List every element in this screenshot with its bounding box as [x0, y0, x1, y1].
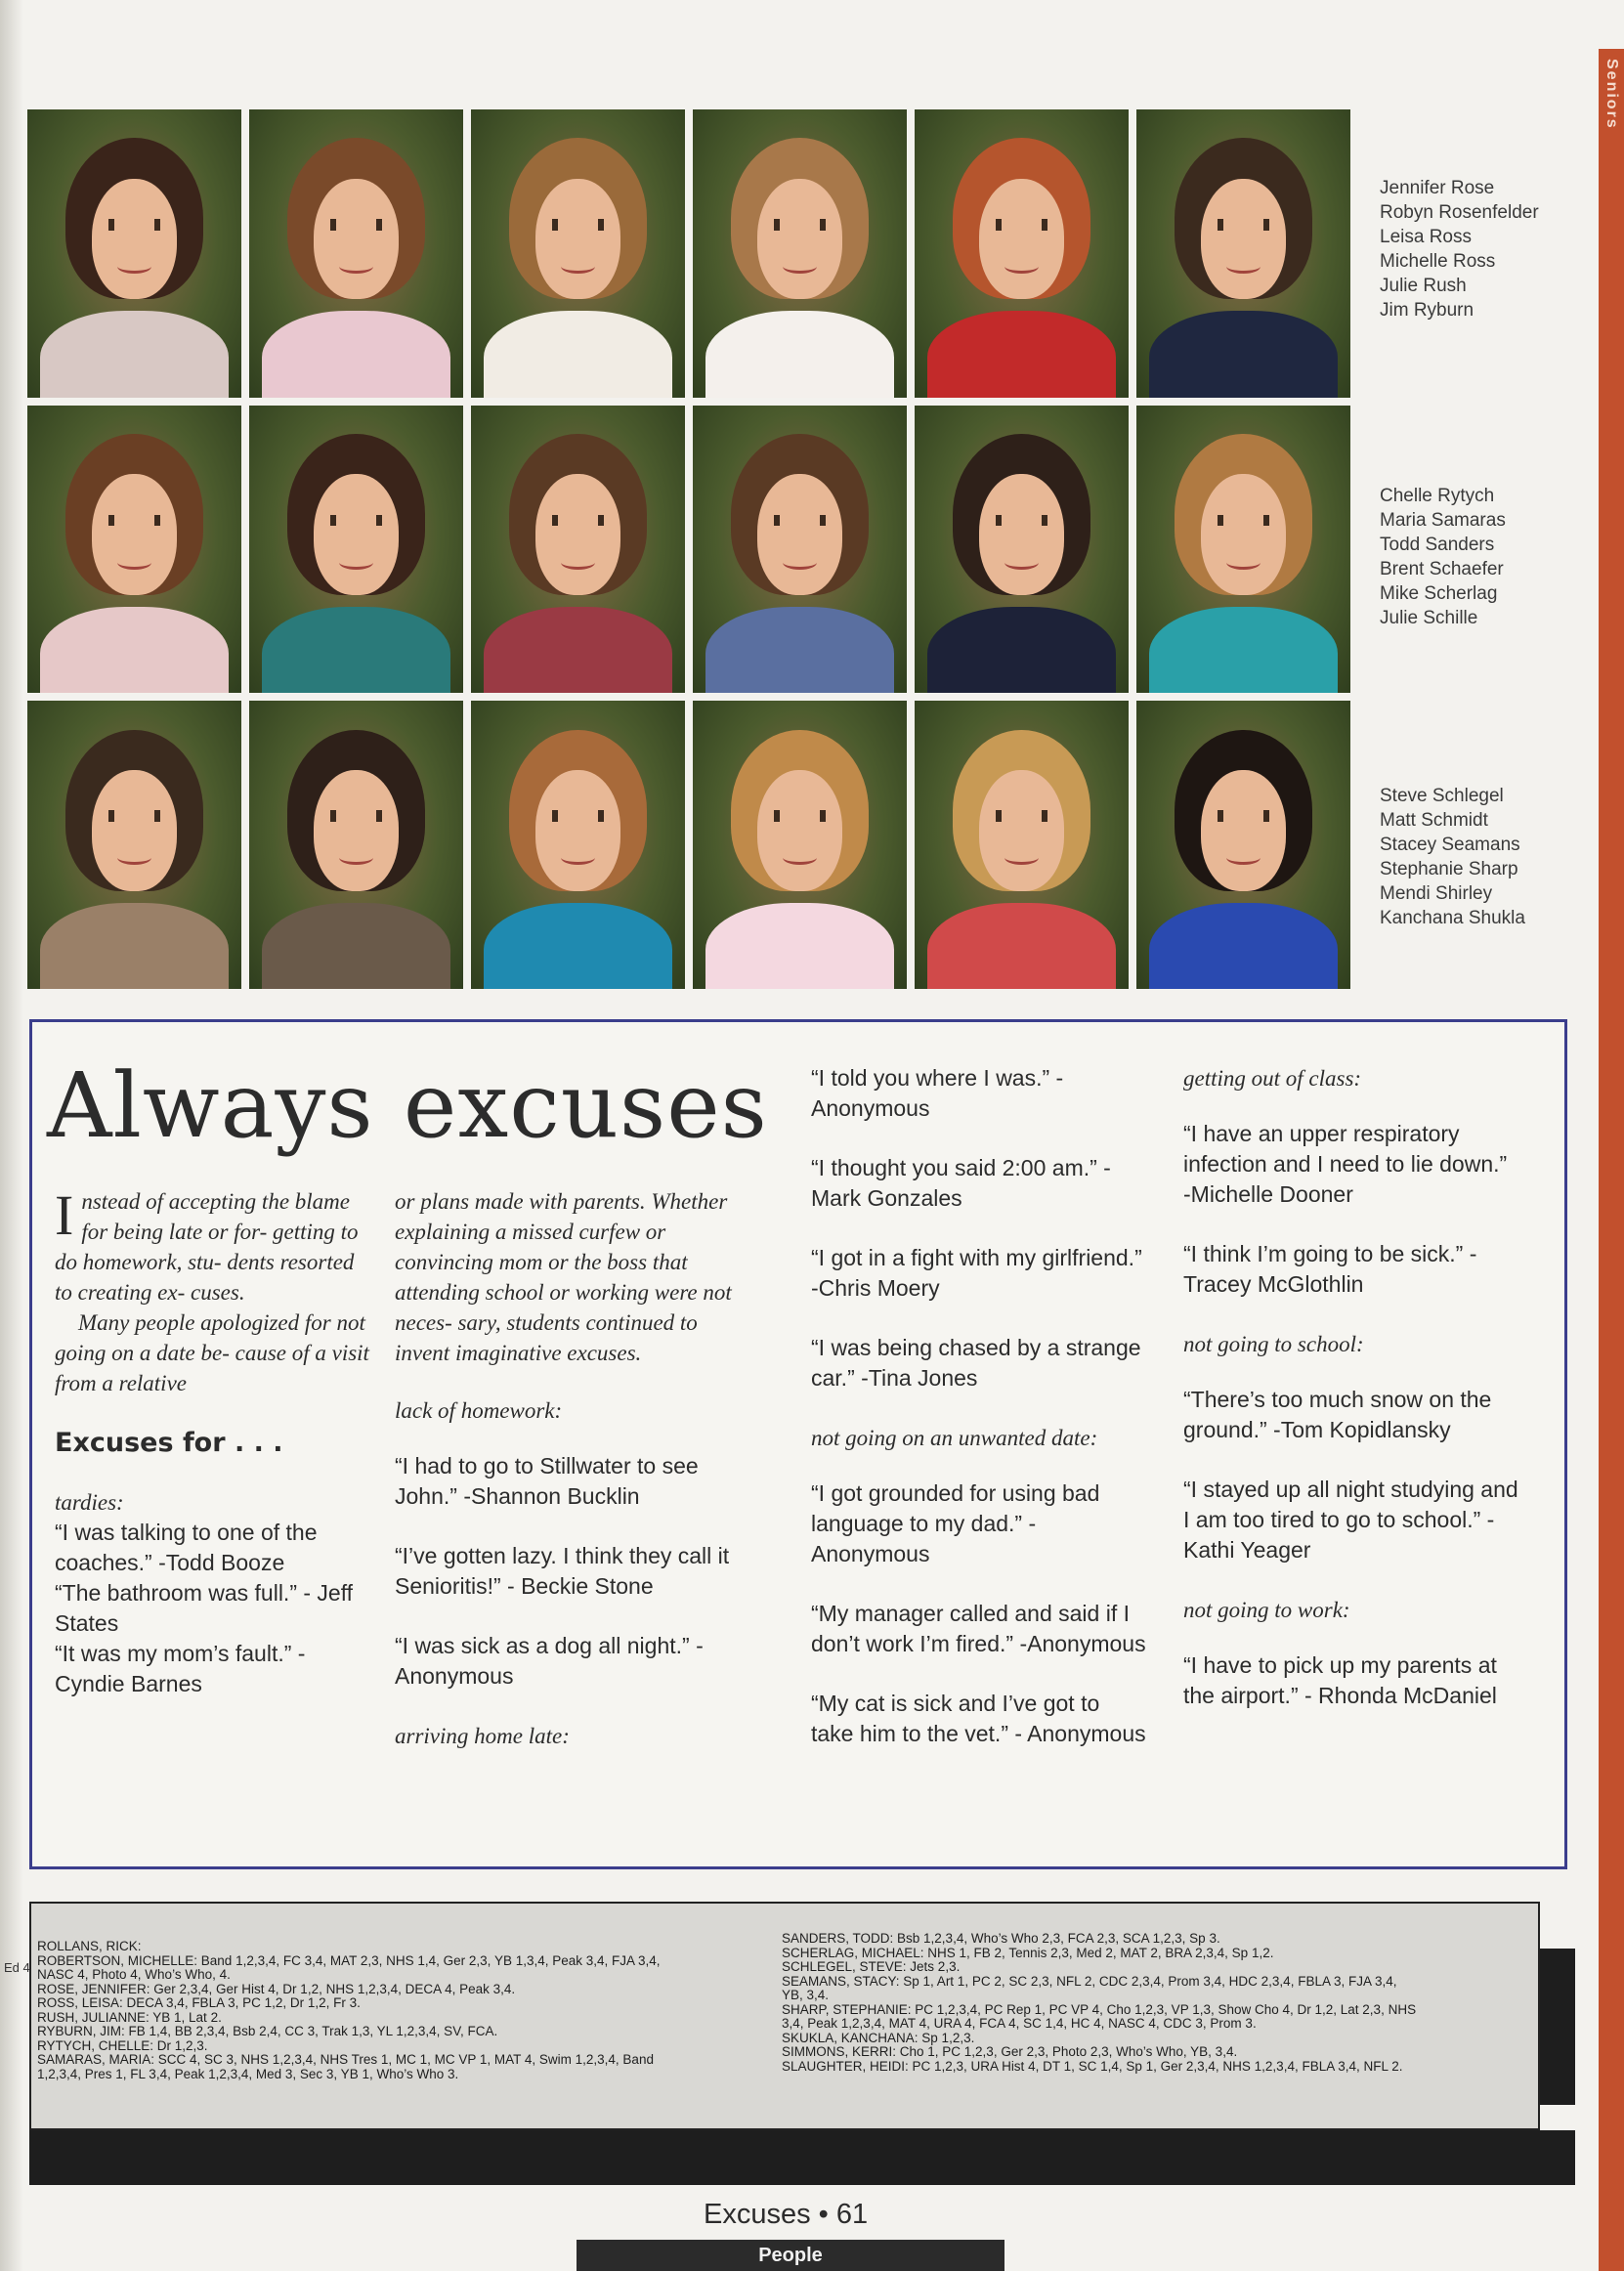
portrait-eyes	[996, 219, 1047, 231]
index-line: RUSH, JULIANNE: YB 1, Lat 2.	[37, 2010, 222, 2025]
excuse-quote: “The bathroom was full.” - Jeff States	[55, 1580, 354, 1636]
portrait-name: Mike Scherlag	[1380, 583, 1498, 604]
portrait-photo	[471, 109, 685, 398]
portrait-clothing	[927, 607, 1116, 693]
portrait-face	[757, 474, 843, 595]
portrait-photo	[471, 406, 685, 694]
portrait-clothing	[705, 607, 894, 693]
section-footer-label: People	[758, 2245, 823, 2266]
index-line: SIMMONS, KERRI: Cho 1, PC 1,2,3, Ger 2,3, Photo 2,3, Who’s Who, YB, 3,4.	[782, 2045, 1238, 2059]
portrait-face	[979, 770, 1065, 891]
excuse-quote: “There’s too much snow on the ground.” -Tom Kopidlansky	[1183, 1387, 1492, 1442]
portrait-photo	[915, 406, 1129, 694]
index-line: RYBURN, JIM: FB 1,4, BB 2,3,4, Bsb 2,4, CC 3, Trak 1,3, YL 1,2,3,4, SV, FCA.	[37, 2025, 498, 2038]
column-4-entries	[1183, 1063, 1520, 1711]
index-line: SAMARAS, MARIA: SCC 4, SC 3, NHS 1,2,3,4, NHS Tres 1, MC 1, MC VP 1, MAT 4, Swim 1,2,3,4, Band	[37, 2053, 654, 2067]
excuses-subhead: Excuses for . . .	[55, 1428, 283, 1458]
index-line: SHARP, STEPHANIE: PC 1,2,3,4, PC Rep 1, PC VP 4, Cho 1,2,3, VP 1,3, Show Cho 4, Dr 1,2, Lat 2,3, NHS	[782, 2002, 1417, 2017]
portrait-face	[314, 770, 400, 891]
excuse-quote: “I got in a fight with my girlfriend.” -Chris Moery	[811, 1245, 1142, 1301]
index-line: SKUKLA, KANCHANA: Sp 1,2,3.	[782, 2031, 975, 2045]
excuse-category: not going to work:	[1183, 1598, 1350, 1622]
excuse-quote: “I have an upper respiratory infection and I need to lie down.” -Michelle Dooner	[1183, 1121, 1508, 1207]
portrait-photo	[27, 406, 241, 694]
excuse-quote: “I was talking to one of the coaches.” -Todd Booze	[55, 1520, 318, 1575]
index-line: ROSE, JENNIFER: Ger 2,3,4, Ger Hist 4, Dr 1,2, NHS 1,2,3,4, DECA 4, Peak 3,4.	[37, 1982, 516, 1996]
portrait-eyes	[1218, 515, 1269, 527]
index-column-left	[37, 1940, 760, 2081]
portrait-face	[757, 770, 843, 891]
portrait-clothing	[1149, 607, 1338, 693]
portrait-photo	[249, 406, 463, 694]
portrait-name: Matt Schmidt	[1380, 810, 1488, 831]
page-spine-shadow	[0, 0, 23, 2271]
portrait-clothing	[705, 311, 894, 397]
portrait-face	[314, 179, 400, 300]
portrait-face	[1201, 179, 1287, 300]
index-line: ROLLANS, RICK:	[37, 1940, 142, 1953]
excuse-quote: “I thought you said 2:00 am.” -Mark Gonzales	[811, 1155, 1111, 1211]
portrait-eyes	[996, 810, 1047, 822]
portrait-face	[535, 770, 621, 891]
excuse-quote: “I have to pick up my parents at the airport.” - Rhonda McDaniel	[1183, 1652, 1497, 1708]
portrait-eyes	[996, 515, 1047, 527]
portrait-mouth	[339, 555, 373, 570]
index-line: SCHERLAG, MICHAEL: NHS 1, FB 2, Tennis 2,3, Med 2, MAT 2, BRA 2,3,4, Sp 1,2.	[782, 1946, 1274, 1960]
portrait-clothing	[484, 903, 672, 989]
excuse-quote: “I got grounded for using bad language to my dad.” - Anonymous	[811, 1480, 1100, 1566]
story-column-3	[811, 1063, 1148, 1778]
portrait-photo	[693, 406, 907, 694]
portrait-mouth	[1226, 259, 1261, 274]
portrait-clothing	[262, 311, 450, 397]
portrait-eyes	[552, 810, 604, 822]
portrait-mouth	[117, 259, 151, 274]
portrait-eyes	[108, 515, 160, 527]
portrait-clothing	[484, 311, 672, 397]
portrait-face	[1201, 474, 1287, 595]
portrait-clothing	[927, 903, 1116, 989]
excuse-category: tardies:	[55, 1490, 124, 1515]
intro-text-1: nstead of accepting the blame for being late or for- getting to do homework, stu- dents resorted to creating ex- cuses.	[55, 1189, 359, 1305]
portrait-photo	[915, 109, 1129, 398]
portrait-clothing	[705, 903, 894, 989]
excuse-category: not going on an unwanted date:	[811, 1426, 1098, 1450]
portrait-name: Jim Ryburn	[1380, 300, 1474, 321]
excuse-category: arriving home late:	[395, 1724, 570, 1748]
portrait-face	[314, 474, 400, 595]
portrait-photo	[1136, 701, 1350, 989]
story-column-1	[55, 1183, 377, 1699]
portrait-face	[92, 179, 178, 300]
excuse-category: lack of homework:	[395, 1398, 563, 1423]
index-line: NASC 4, Photo 4, Who’s Who, 4.	[37, 1968, 231, 1982]
portrait-clothing	[40, 903, 229, 989]
portrait-mouth	[1004, 555, 1039, 570]
excuse-quote: “I’ve gotten lazy. I think they call it Senioritis!” - Beckie Stone	[395, 1543, 730, 1599]
portrait-name: Maria Samaras	[1380, 510, 1506, 531]
portrait-name: Jennifer Rose	[1380, 178, 1495, 198]
portrait-eyes	[774, 515, 826, 527]
excuse-category: not going to school:	[1183, 1332, 1364, 1356]
portrait-name: Julie Rush	[1380, 276, 1467, 296]
portrait-eyes	[330, 810, 382, 822]
portrait-eyes	[774, 219, 826, 231]
portrait-face	[92, 474, 178, 595]
portrait-photo	[1136, 406, 1350, 694]
excuse-category: getting out of class:	[1183, 1066, 1362, 1091]
section-side-tab	[1599, 49, 1624, 2271]
portrait-name: Chelle Rytych	[1380, 486, 1495, 506]
portrait-photo	[693, 109, 907, 398]
story-column-2	[395, 1186, 732, 1777]
portrait-eyes	[1218, 219, 1269, 231]
portrait-name: Steve Schlegel	[1380, 786, 1504, 806]
edge-label: Ed 4	[4, 1960, 30, 1975]
portrait-face	[535, 179, 621, 300]
portrait-name: Michelle Ross	[1380, 251, 1496, 272]
excuse-quote: “My cat is sick and I’ve got to take him to the vet.” - Anonymous	[811, 1691, 1146, 1746]
portrait-name: Leisa Ross	[1380, 227, 1472, 247]
excuse-quote: “I was sick as a dog all night.” -Anonymous	[395, 1633, 704, 1689]
portrait-photo	[471, 701, 685, 989]
index-box-shadow	[1540, 1949, 1575, 2105]
intro-paragraph-2: Many people apologized for not going on a date be- cause of a visit from a relative	[55, 1310, 369, 1395]
portrait-clothing	[40, 311, 229, 397]
portrait-eyes	[330, 515, 382, 527]
index-line: ROSS, LEISA: DECA 3,4, FBLA 3, PC 1,2, Dr 1,2, Fr 3.	[37, 1996, 361, 2010]
portrait-mouth	[783, 259, 817, 274]
index-line: RYTYCH, CHELLE: Dr 1,2,3.	[37, 2038, 208, 2053]
portrait-face	[757, 179, 843, 300]
portrait-photo	[1136, 109, 1350, 398]
portrait-mouth	[1226, 555, 1261, 570]
portrait-clothing	[1149, 311, 1338, 397]
portrait-photo	[915, 701, 1129, 989]
portrait-eyes	[552, 515, 604, 527]
portrait-mouth	[117, 555, 151, 570]
column-1-entries	[55, 1487, 377, 1699]
index-line: 1,2,3,4, Pres 1, FL 3,4, Peak 1,2,3,4, Med 3, Sec 3, YB 1, Who’s Who 3.	[37, 2067, 459, 2081]
portrait-clothing	[484, 607, 672, 693]
portrait-eyes	[774, 810, 826, 822]
portrait-eyes	[330, 219, 382, 231]
index-column-right	[782, 1932, 1505, 2074]
column-2-entries	[395, 1395, 732, 1751]
drop-cap: I	[55, 1183, 74, 1247]
portrait-eyes	[552, 219, 604, 231]
portrait-photo	[693, 701, 907, 989]
page-footer-title: Excuses • 61	[704, 2199, 869, 2230]
portrait-clothing	[262, 903, 450, 989]
portrait-names-row-2	[1380, 484, 1595, 630]
portrait-photo	[27, 701, 241, 989]
excuse-quote: “My manager called and said if I don’t work I’m fired.” -Anonymous	[811, 1601, 1146, 1656]
index-line: SLAUGHTER, HEIDI: PC 1,2,3, URA Hist 4, DT 1, SC 1,4, Sp 1, Ger 2,3,4, NHS 1,2,3,4, FBLA 3,4, NFL 2.	[782, 2059, 1403, 2074]
portrait-face	[535, 474, 621, 595]
portrait-name: Stephanie Sharp	[1380, 859, 1518, 879]
portrait-mouth	[561, 259, 595, 274]
section-footer-bar	[577, 2240, 1004, 2271]
portrait-photo	[27, 109, 241, 398]
index-line: ROBERTSON, MICHELLE: Band 1,2,3,4, FC 3,4, MAT 2,3, NHS 1,4, Ger 2,3, YB 1,3,4, Peak 3,4, FJA 3,4,	[37, 1953, 661, 1968]
portrait-name: Robyn Rosenfelder	[1380, 202, 1539, 223]
index-line: SANDERS, TODD: Bsb 1,2,3,4, Who’s Who 2,3, FCA 2,3, SCA 1,2,3, Sp 3.	[782, 1932, 1220, 1946]
portrait-mouth	[339, 259, 373, 274]
index-line: SCHLEGEL, STEVE: Jets 2,3.	[782, 1960, 961, 1974]
portrait-name: Stacey Seamans	[1380, 835, 1520, 855]
index-box-shadow-bottom	[29, 2130, 1575, 2185]
portrait-face	[979, 474, 1065, 595]
portrait-clothing	[1149, 903, 1338, 989]
index-line: SEAMANS, STACY: Sp 1, Art 1, PC 2, SC 2,3, NFL 2, CDC 2,3,4, Prom 3,4, HDC 2,3,4, FBLA 3, FJA 3,4,	[782, 1974, 1397, 1989]
intro-paragraph-3: or plans made with parents. Whether explaining a missed curfew or convincing mom or the boss that attending school or working were not neces- sary, students continued to invent imaginative excuses.	[395, 1189, 732, 1365]
portrait-names-row-3	[1380, 784, 1595, 930]
portrait-photo	[249, 109, 463, 398]
portrait-face	[979, 179, 1065, 300]
portrait-mouth	[561, 555, 595, 570]
portrait-names-row-1	[1380, 176, 1595, 322]
portrait-name: Todd Sanders	[1380, 535, 1495, 555]
section-side-tab-label: Seniors	[1603, 59, 1620, 130]
portrait-name: Brent Schaefer	[1380, 559, 1504, 579]
portrait-eyes	[108, 219, 160, 231]
excuse-quote: “I had to go to Stillwater to see John.” -Shannon Bucklin	[395, 1453, 699, 1509]
index-line: YB, 3,4.	[782, 1989, 830, 2002]
portrait-mouth	[1004, 259, 1039, 274]
portrait-photo	[249, 701, 463, 989]
portrait-name: Julie Schille	[1380, 608, 1478, 628]
index-line: 3,4, Peak 1,2,3,4, MAT 4, URA 4, FCA 4, SC 1,4, HC 4, NASC 4, CDC 3, Prom 3.	[782, 2017, 1257, 2031]
excuse-quote: “I stayed up all night studying and I am too tired to go to school.” -Kathi Yeager	[1183, 1477, 1518, 1563]
excuse-quote: “I told you where I was.” - Anonymous	[811, 1065, 1064, 1121]
portrait-clothing	[927, 311, 1116, 397]
intro-paragraph-1	[55, 1183, 377, 1307]
portrait-face	[92, 770, 178, 891]
column-3-entries	[811, 1063, 1148, 1749]
portrait-name: Kanchana Shukla	[1380, 908, 1525, 928]
excuse-quote: “It was my mom’s fault.” - Cyndie Barnes	[55, 1641, 306, 1696]
portrait-mouth	[783, 555, 817, 570]
portrait-eyes	[108, 810, 160, 822]
portrait-clothing	[262, 607, 450, 693]
portrait-clothing	[40, 607, 229, 693]
excuse-quote: “I was being chased by a strange car.” -Tina Jones	[811, 1335, 1141, 1391]
portrait-grid	[27, 109, 1350, 989]
portrait-face	[1201, 770, 1287, 891]
story-column-4	[1183, 1063, 1520, 1740]
story-headline: Always excuses	[47, 1053, 768, 1158]
portrait-eyes	[1218, 810, 1269, 822]
excuse-quote: “I think I’m going to be sick.” -Tracey McGlothlin	[1183, 1241, 1477, 1297]
portrait-name: Mendi Shirley	[1380, 883, 1493, 904]
